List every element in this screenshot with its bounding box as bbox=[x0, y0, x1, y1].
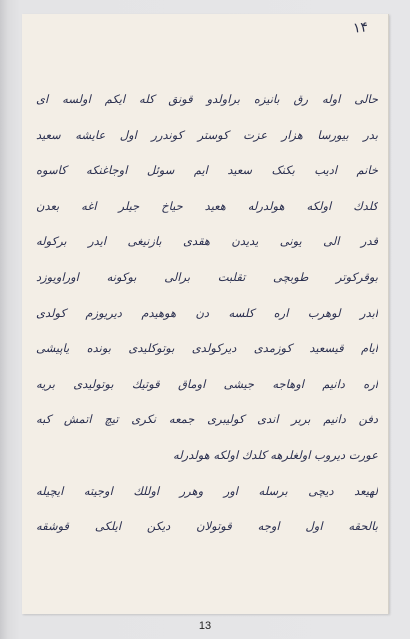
manuscript-page bbox=[22, 14, 389, 614]
manuscript-line: بدر بیورسا هزار عزت کوستر کوندرر اول عایشه سعید bbox=[36, 127, 378, 142]
manuscript-line: لهیعد دیچی برسله اور وهرر اوللك اوجیته ایچیله bbox=[36, 483, 378, 498]
manuscript-line: خانم ادیب بکنک سعید ایم سوئل اوجاغنکه کاسوه bbox=[36, 163, 378, 178]
manuscript-line: عورت دیروب اولغلرهه کلدك اولکه هولدرله bbox=[172, 447, 378, 462]
manuscript-line: قدر الی یونی یدیدن هقدی بازنیغی ایدر برکوله bbox=[36, 234, 378, 249]
folio-mark: ۱۴ bbox=[352, 19, 369, 37]
manuscript-line: بوقرکوتر طوبچی تقلبت برالی بوکونه اوراویوزد bbox=[36, 269, 378, 284]
page-number: 13 bbox=[198, 620, 212, 632]
manuscript-line: بالحقه اول اوجه قوتولان دیکن ایلکی قوشقه bbox=[36, 519, 378, 534]
manuscript-text-block bbox=[36, 82, 378, 545]
manuscript-line: کلدك اولکه هولدرله هعید حیاخ جیلر اغه بعدن bbox=[36, 198, 378, 213]
manuscript-line: ابدر لوهرب اره کلسه دن هوهیدم دیریوزم کولدی bbox=[36, 305, 378, 320]
manuscript-line: ایام قیسعید کوزمدی دیرکولدی بوتوکلیدی بونده یاپیشی bbox=[36, 341, 378, 356]
manuscript-line: حالی اوله رق بانیزه براولدو قونق کله ایکم اولسه ای bbox=[36, 92, 378, 106]
manuscript-line: دفن دانیم بربر اندی کولیبری جمعه نکری تیچ اتمش کبه bbox=[36, 412, 378, 427]
manuscript-line: اره دانیم اوهاجه جیشی اوماق قوتیك بوتولیدی بریه bbox=[36, 376, 378, 391]
